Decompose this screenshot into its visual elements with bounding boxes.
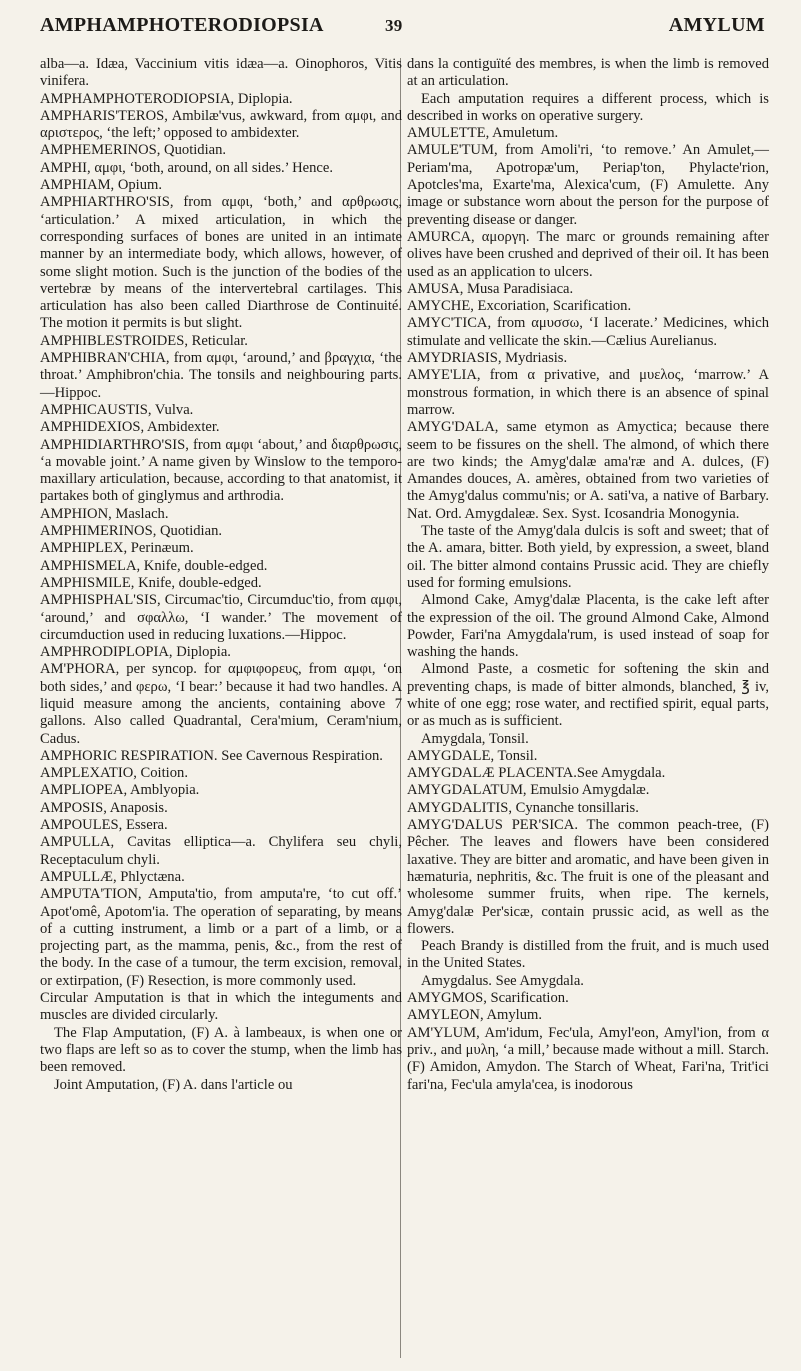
entry: AMPHISPHAL'SIS, Circumac'tio, Circumduc'tio, from αμφι, ‘around,’ and σφαλλω, ‘I wander.’ The movement of circumduction used in reducing luxations.—Hippoc.: [40, 592, 402, 643]
entry: AMYGDALÆ PLACENTA.See Amygdala.: [407, 765, 666, 782]
entry: AM'PHORA, per syncop. for αμφιφορευς, from αμφι, ‘on both sides,’ and φερω, ‘I bear:’ because it had two handles. A liquid measure among the ancients, containing above 7 gallons. Also called Quadrantal, Cera'mium, Ceram'nium, Cadus.: [40, 661, 402, 747]
entry: AMPHORIC RESPIRATION. See Cavernous Respiration.: [40, 747, 383, 764]
entry: AMULETTE, Amuletum.: [407, 125, 559, 142]
running-head-right: AMYLUM: [668, 14, 765, 36]
entry: AMPHIDEXIOS, Ambidexter.: [40, 419, 220, 436]
entry: AMPHIBLESTROIDES, Reticular.: [40, 332, 248, 349]
running-head-left: AMPHAMPHOTERODIOPSIA: [40, 14, 324, 36]
entry: alba—a. Idæa, Vaccinium vitis idæa—a. Oinophoros, Vitis vinifera.: [40, 56, 402, 90]
entry: AMYGDALATUM, Emulsio Amygdalæ.: [407, 782, 650, 799]
entry: AMPHEMERINOS, Quotidian.: [40, 142, 227, 159]
entry: AMPHAMPHOTERODIOPSIA, Diplopia.: [40, 90, 293, 107]
subentry: Almond Paste, a cosmetic for softening the skin and preventing chaps, is made of bitter almonds, blanched, ℥ iv, white of one egg; rose water, and rectified spirit, equal parts, or as much as is sufficient.: [407, 661, 769, 730]
entry: AMPHIPLEX, Perinæum.: [40, 540, 194, 557]
entry: AMPHIARTHRO'SIS, from αμφι, ‘both,’ and αρθρωσις, ‘articulation.’ A mixed articulation, in which the corresponding surfaces of bones are united in an intimate manner by an intermediate body, which allows, however, of some slight motion. Such is the junction of the bodies of the vertebræ by means of the intervertebral cartilages. This articulation has also been called Diarthrose de Continuité. The motion it permits is but slight.: [40, 194, 402, 332]
entry: AMYLEON, Amylum.: [407, 1007, 542, 1024]
entry: AMPHRODIPLOPIA, Diplopia.: [40, 644, 231, 661]
entry: AMPHIMERINOS, Quotidian.: [40, 523, 223, 540]
entry: AMYGMOS, Scarification.: [407, 990, 569, 1007]
subentry: Almond Cake, Amyg'dalæ Placenta, is the cake left after the expression of the oil. The ground Almond Cake, Almond Powder, Fari'na Amygdala'rum, is used instead of soap for washing the hands.: [407, 592, 769, 661]
subentry: Joint Amputation, (F) A. dans l'article ou: [54, 1076, 293, 1093]
entry: AMPUTA'TION, Amputa'tio, from amputa're, ‘to cut off.’ Apot'omê, Apotom'ia. The operation of separating, by means of a cutting instrument, a limb or a part of a limb, or a projecting part, as the mamma, penis, &c., from the rest of the body. In the case of a tumour, the term excision, removal, or extirpation, (F) Resection, is more commonly used.: [40, 886, 402, 989]
subentry: Each amputation requires a different process, which is described in works on operative surgery.: [407, 90, 769, 124]
entry: AMPOULES, Essera.: [40, 817, 168, 834]
entry: AMPHIDIARTHRO'SIS, from αμφι ‘about,’ and διαρθρωσις, ‘a movable joint.’ A name given by Winslow to the temporo-maxillary articulation, because, according to that anatomist, it partakes both of ginglymus and arthrodia.: [40, 436, 402, 505]
entry: AMPHION, Maslach.: [40, 505, 169, 522]
entry: AMPULLA, Cavitas elliptica—a. Chylifera seu chyli, Receptaculum chyli.: [40, 834, 402, 868]
entry: AMPHICAUSTIS, Vulva.: [40, 401, 194, 418]
entry: AMYDRIASIS, Mydriasis.: [407, 350, 568, 367]
entry: AMPHISMELA, Knife, double-edged.: [40, 557, 268, 574]
entry: AMPLIOPEA, Amblyopia.: [40, 782, 200, 799]
entry: AMPHISMILE, Knife, double-edged.: [40, 574, 262, 591]
entry: AMYGDALITIS, Cynanche tonsillaris.: [407, 799, 639, 816]
entry: Circular Amputation is that in which the integuments and muscles are divided circularly.: [40, 990, 402, 1024]
subentry: Amygdalus. See Amygdala.: [421, 972, 584, 989]
entry: AMYE'LIA, from α privative, and μυελος, ‘marrow.’ A monstrous formation, in which there is an absence of spinal marrow.: [407, 367, 769, 418]
subentry: The taste of the Amyg'dala dulcis is soft and sweet; that of the A. amara, bitter. Both yield, by expression, a sweet, bland oil. The bitter almond contains Prussic acid. They are chiefly used for forming emulsions.: [407, 523, 769, 591]
entry: AMULE'TUM, from Amoli'ri, ‘to remove.’ An Amulet,—Periam'ma, Apotropæ'um, Periap'ton, Phylacte'rion, Apotcles'ma, Exarte'ma, Alexica'cum, (F) Amulette. Any image or substance worn about the person for the purpose of preventing disease or danger.: [407, 142, 769, 228]
entry: dans la contiguïté des membres, is when the limb is removed at an articulation.: [407, 56, 769, 90]
entry: AMPOSIS, Anaposis.: [40, 799, 168, 816]
entry: AMYG'DALUS PER'SICA. The common peach-tree, (F) Pêcher. The leaves and flowers have been considered laxative. They are bitter and aromatic, and have been given in hæmaturia, nephritis, &c. The fruit is one of the pleasant and wholesome summer fruits, when ripe. The kernels, Amyg'dalæ Per'sicæ, contain prussic acid, as well as the flowers.: [407, 817, 769, 937]
left-column: [40, 56, 402, 1094]
entry: AMPHARIS'TEROS, Ambilæ'vus, awkward, from αμφι, and αριστερος, ‘the left;’ opposed to ambidexter.: [40, 107, 402, 142]
running-head: [40, 14, 765, 44]
page-number: 39: [385, 16, 403, 35]
entry: AMYGDALE, Tonsil.: [407, 747, 538, 764]
right-column: [407, 56, 769, 1094]
subentry: Amygdala, Tonsil.: [421, 730, 529, 747]
entry: AMPLEXATIO, Coition.: [40, 765, 188, 782]
entry: AMYCHE, Excoriation, Scarification.: [407, 298, 632, 315]
subentry: Peach Brandy is distilled from the fruit, and is much used in the United States.: [407, 938, 769, 972]
entry: AMYG'DALA, same etymon as Amyctica; because there seem to be fissures on the shell. The almond, of which there are two kinds; the Amyg'dalæ ama'ræ and A. dulces, (F) Amandes douces, A. amères, obtained from two varieties of the Amyg'dalus commu'nis; or A. sati'va, a native of Barbary. Nat. Ord. Amygdaleæ. Sex. Syst. Icosandria Monogynia.: [407, 419, 769, 522]
entry: AMURCA, αμοργη. The marc or grounds remaining after olives have been crushed and deprived of their oil. It has been used as an application to ulcers.: [407, 228, 769, 280]
subentry: The Flap Amputation, (F) A. à lambeaux, is when one or two flaps are left so as to cover the stump, when the limb has been removed.: [40, 1024, 402, 1076]
entry: AMUSA, Musa Paradisiaca.: [407, 280, 574, 297]
entry: AM'YLUM, Am'idum, Fec'ula, Amyl'eon, Amyl'ion, from α priv., and μυλη, ‘a mill,’ because made without a mill. Starch. (F) Amidon, Amydon. The Starch of Wheat, Fari'na, Trit'ici fari'na, Fec'ula amyla'cea, is inodorous: [407, 1024, 769, 1093]
entry: AMPULLÆ, Phlyctæna.: [40, 868, 185, 885]
entry: AMYC'TICA, from αμυσσω, ‘I lacerate.’ Medicines, which stimulate and vellicate the skin.—Cælius Aurelianus.: [407, 315, 769, 349]
entry: AMPHIBRAN'CHIA, from αμφι, ‘around,’ and βραγχια, ‘the throat.’ Amphibron'chia. The tonsils and neighbouring parts.—Hippoc.: [40, 350, 402, 401]
entry: AMPHIAM, Opium.: [40, 177, 163, 194]
entry: AMPHI, αμφι, ‘both, around, on all sides.’ Hence.: [40, 159, 334, 176]
